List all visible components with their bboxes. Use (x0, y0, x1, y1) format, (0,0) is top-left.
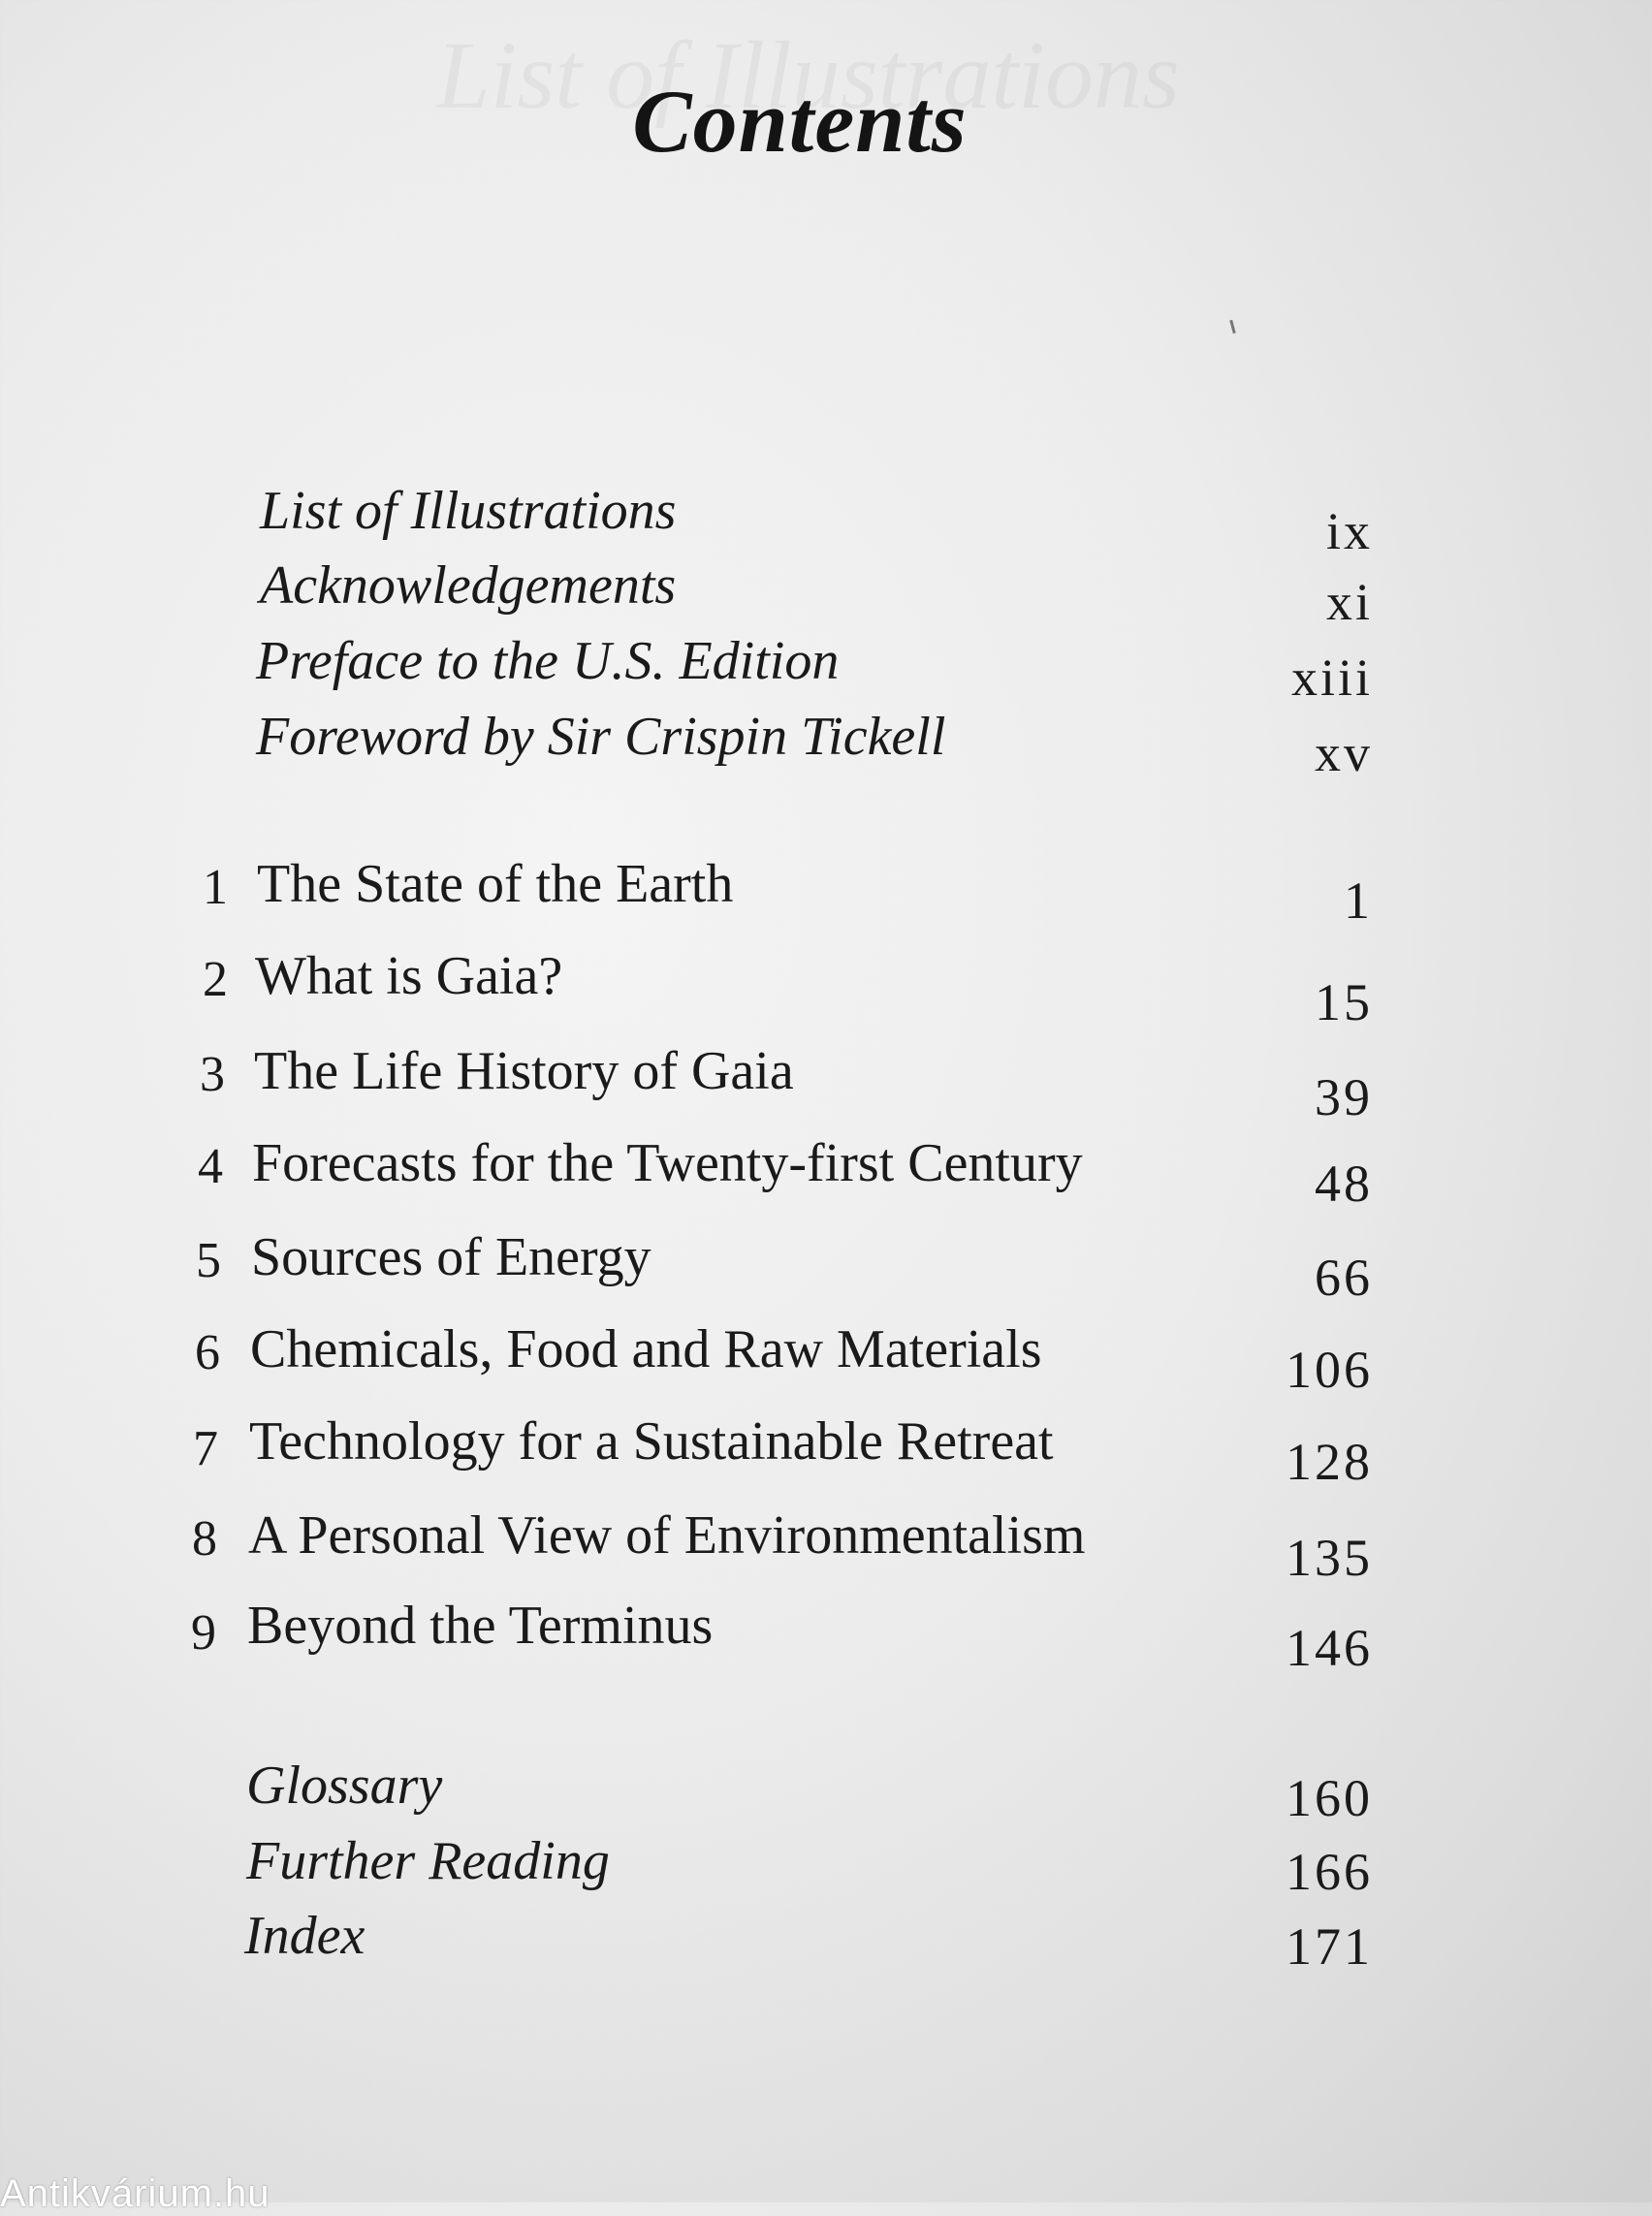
chapter-page: 39 (1315, 1068, 1373, 1126)
toc-entry-page: 160 (1286, 1769, 1373, 1827)
chapter-page: 135 (1286, 1529, 1373, 1587)
chapter-title: Chemicals, Food and Raw Materials (250, 1319, 1042, 1379)
toc-chapter-4[interactable] (0, 1132, 1652, 1213)
chapter-number: 3 (200, 1047, 225, 1102)
toc-entry-label: List of Illustrations (260, 481, 677, 541)
chapter-number: 7 (193, 1421, 218, 1476)
chapter-number: 6 (195, 1325, 220, 1380)
chapter-page: 1 (1344, 871, 1373, 930)
chapter-page: 128 (1286, 1433, 1373, 1491)
chapter-title: Sources of Energy (251, 1227, 651, 1287)
chapter-number: 8 (192, 1511, 217, 1567)
chapter-page: 146 (1286, 1619, 1373, 1677)
toc-entry-page: xv (1315, 724, 1373, 782)
chapter-title: Technology for a Sustainable Retreat (249, 1411, 1054, 1472)
toc-entry-glossary[interactable] (0, 1755, 1652, 1827)
toc-entry-page: 171 (1286, 1917, 1373, 1976)
chapter-title: What is Gaia? (255, 946, 563, 1006)
toc-entry-acknowledgements[interactable] (0, 554, 1652, 631)
chapter-number: 5 (196, 1233, 221, 1288)
toc-entry-page: 166 (1286, 1843, 1373, 1901)
chapter-number: 2 (203, 952, 228, 1007)
chapter-title: The State of the Earth (257, 854, 734, 914)
chapter-page: 106 (1286, 1341, 1373, 1399)
chapter-page: 66 (1315, 1249, 1373, 1307)
watermark: Antikvárium.hu (0, 2172, 270, 2215)
chapter-number: 1 (203, 860, 228, 915)
toc-entry-page: xiii (1290, 649, 1373, 707)
toc-entry-further-reading[interactable] (0, 1830, 1652, 1901)
toc-entry-page: ix (1325, 502, 1373, 560)
chapter-title: A Personal View of Environmentalism (248, 1505, 1086, 1566)
toc-entry-foreword[interactable] (0, 706, 1652, 782)
toc-entry-preface[interactable] (0, 630, 1652, 707)
chapter-number: 4 (198, 1139, 223, 1194)
toc-chapter-2[interactable] (0, 945, 1652, 1031)
chapter-page: 48 (1315, 1155, 1373, 1213)
toc-entry-label: Foreword by Sir Crispin Tickell (256, 707, 946, 767)
chapter-title: The Life History of Gaia (254, 1041, 794, 1101)
toc-chapter-5[interactable] (0, 1226, 1652, 1307)
chapter-title: Beyond the Terminus (247, 1596, 714, 1656)
toc-entry-label: Preface to the U.S. Edition (256, 631, 840, 691)
toc-chapter-3[interactable] (0, 1040, 1652, 1126)
chapter-number: 9 (191, 1605, 216, 1661)
toc-entry-label: Acknowledgements (260, 555, 677, 616)
chapter-title: Forecasts for the Twenty-first Century (252, 1133, 1083, 1193)
toc-entry-label: Index (244, 1906, 365, 1966)
toc-entry-label: Glossary (246, 1756, 443, 1816)
toc-entry-page: xi (1325, 573, 1373, 631)
toc-chapter-7[interactable] (0, 1410, 1652, 1491)
toc-chapter-8[interactable] (0, 1504, 1652, 1587)
toc-entry-index[interactable] (0, 1905, 1652, 1976)
page-title: Contents (632, 71, 968, 171)
toc-entry-list-of-illustrations[interactable] (0, 480, 1652, 560)
toc-chapter-9[interactable] (0, 1595, 1652, 1677)
toc-entry-label: Further Reading (246, 1831, 610, 1891)
toc-chapter-6[interactable] (0, 1318, 1652, 1399)
toc-chapter-1[interactable] (0, 853, 1652, 930)
chapter-page: 15 (1315, 973, 1373, 1031)
